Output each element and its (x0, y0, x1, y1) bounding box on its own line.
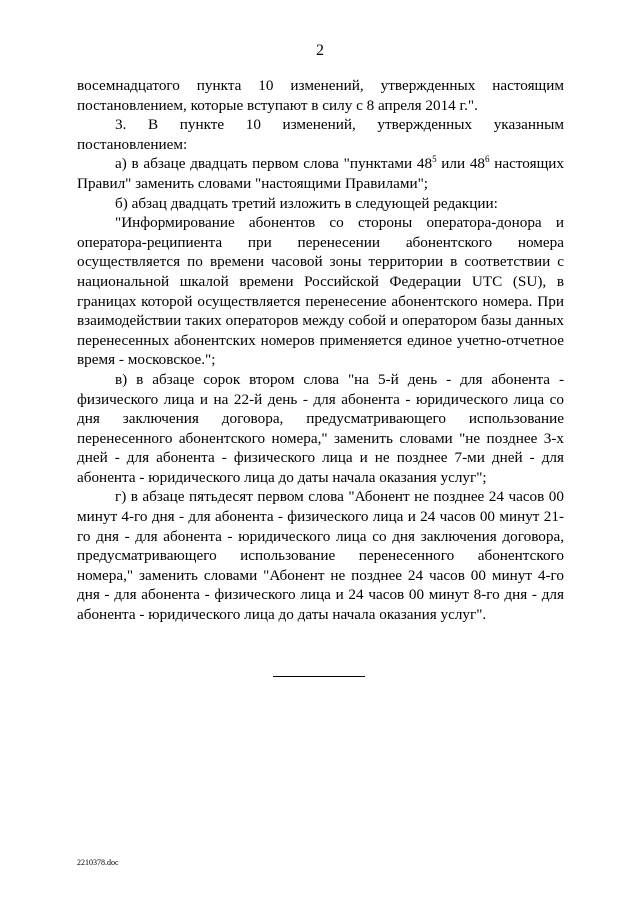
paragraph-item-3: 3. В пункте 10 изменений, утвержденных указанным постановлением: (77, 116, 564, 153)
paragraph-subitem-g: г) в абзаце пятьдесят первом слова "Абонент не позднее 24 часов 00 минут 4-го дня - для абонента - физического лица и 24 часов 00 минут 21-го дня - для абонента - юридического лица со дня заключения договора, предусматривающего использование перенесенного абонентского номера," заменить словами "Абонент не позднее 24 часов 00 минут 4-го дня - для абонента - физического лица и 24 часов 00 минут 8-го дня - для абонента - юридического лица до даты начала оказания услуг". (77, 488, 564, 624)
paragraph-subitem-a (77, 154, 564, 193)
paragraph-quote: "Информирование абонентов со стороны оператора-донора и оператора-реципиента при перенесении абонентского номера осуществляется по времени часовой зоны территории в соответствии с национальной шкалой времени Российской Федерации UTC (SU), в границах которой осуществляется перенесение абонентского номера. При взаимодействии таких операторов между собой и оператором базы данных перенесенных абонентских номеров применяется единое учетно-отчетное время - московское."; (77, 214, 564, 369)
document-body (77, 76, 564, 625)
page-number: 2 (316, 42, 324, 59)
subitem-a-text-3: настоящих Правил" заменить словами "настоящими Правилами"; (77, 155, 564, 192)
superscript-5: 5 (432, 154, 437, 165)
superscript-6: 6 (485, 154, 490, 165)
paragraph-subitem-b: б) абзац двадцать третий изложить в следующей редакции: (115, 194, 498, 212)
subitem-a-text-2: или 48 (436, 155, 486, 173)
separator-line (273, 676, 365, 677)
document-code: 2210378.doc (77, 858, 119, 867)
subitem-a-text-1: а) в абзаце двадцать первом слова "пунктами 48 (115, 155, 433, 173)
paragraph-subitem-v: в) в абзаце сорок втором слова "на 5-й день - для абонента - физического лица и на 22-й день - для абонента - юридического лица со дня заключения договора, предусматривающего использование перенесенного абонентского номера," заменить словами "не позднее 3-х дней - для абонента - физического лица и не позднее 7-ми дней - для абонента - юридического лица до даты начала оказания услуг"; (77, 370, 564, 486)
paragraph-1: восемнадцатого пункта 10 изменений, утвержденных настоящим постановлением, которые вступают в силу с 8 апреля 2014 г.". (77, 77, 564, 114)
